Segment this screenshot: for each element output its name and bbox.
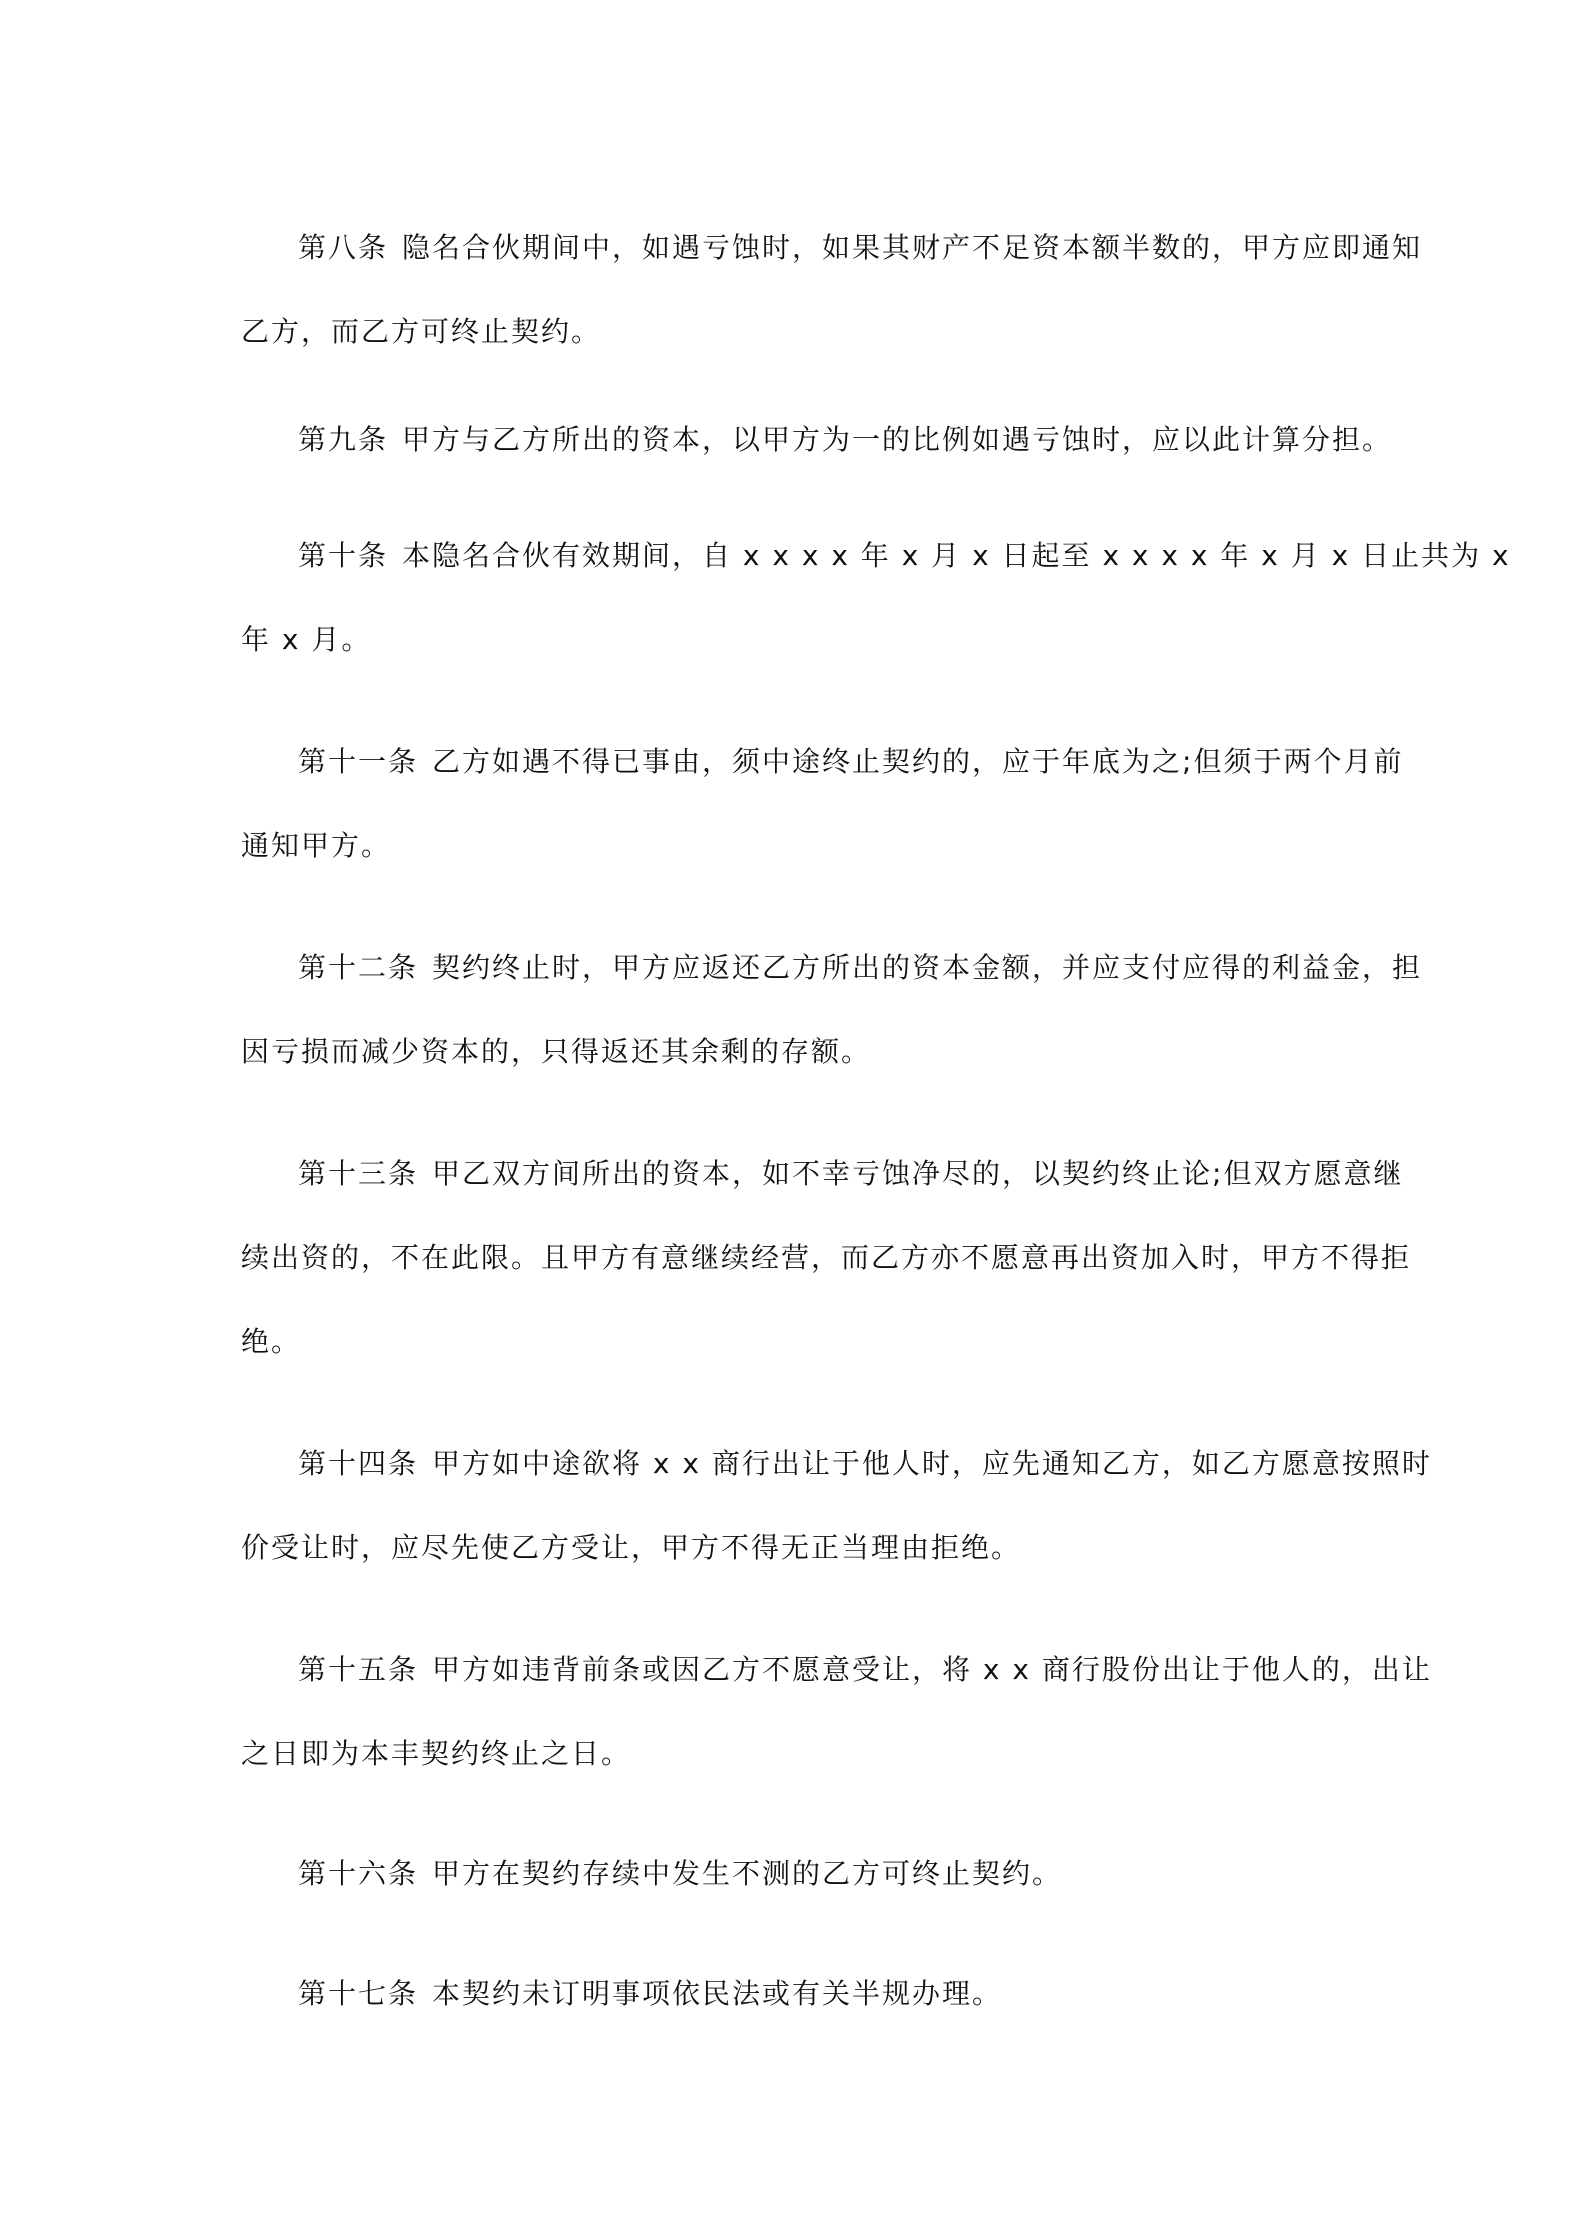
article-line (241, 1628, 1432, 1712)
article-text: 甲方如违背前条或因乙方不愿意受让，将 x x 商行股份出让于他人的，出让 (432, 1653, 1432, 1686)
article-11 (241, 720, 1404, 888)
article-number: 第十六条 (298, 1857, 419, 1890)
article-15 (241, 1628, 1432, 1796)
article-text: 乙方如遇不得已事由，须中途终止契约的，应于年底为之;但须于两个月前 (432, 745, 1404, 778)
article-line: 年 x 月。 (241, 623, 372, 656)
article-text: 隐名合伙期间中，如遇亏蚀时，如果其财产不足资本额半数的，甲方应即通知 (402, 231, 1423, 264)
article-line: 价受让时，应尽先使乙方受让，甲方不得无正当理由拒绝。 (241, 1531, 1022, 1564)
article-text: 甲方如中途欲将 x x 商行出让于他人时，应先通知乙方，如乙方愿意按照时 (432, 1447, 1432, 1480)
article-number: 第十二条 (298, 951, 419, 984)
article-line (241, 1832, 1361, 1916)
article-13 (241, 1132, 1412, 1384)
article-number: 第十四条 (298, 1447, 419, 1480)
article-text: 本隐名合伙有效期间，自 x x x x 年 x 月 x 日起至 x x x x 年 x 月 x 日止共为 x (402, 539, 1511, 572)
article-line: 通知甲方。 (241, 829, 392, 862)
article-10 (241, 514, 1511, 682)
article-line: 因亏损而减少资本的，只得返还其余剩的存额。 (241, 1035, 872, 1068)
article-line (241, 398, 1393, 482)
article-line: 乙方，而乙方可终止契约。 (241, 315, 602, 348)
article-number: 第九条 (298, 423, 389, 456)
article-line (241, 720, 1404, 804)
article-line (241, 1132, 1404, 1216)
article-number: 第八条 (298, 231, 389, 264)
article-number: 第十条 (298, 539, 389, 572)
article-text: 甲方在契约存续中发生不测的乙方可终止契约。 (432, 1857, 1063, 1890)
article-line: 之日即为本丰契约终止之日。 (241, 1737, 632, 1770)
article-number: 第十七条 (298, 1977, 419, 2010)
article-16 (241, 1832, 1361, 1916)
article-text: 甲乙双方间所出的资本，如不幸亏蚀净尽的，以契约终止论;但双方愿意继 (432, 1157, 1404, 1190)
article-text: 甲方与乙方所出的资本，以甲方为一的比例如遇亏蚀时，应以此计算分担。 (402, 423, 1393, 456)
article-line (241, 926, 1423, 1010)
article-12 (241, 926, 1423, 1094)
article-number: 第十一条 (298, 745, 419, 778)
article-number: 第十五条 (298, 1653, 419, 1686)
article-line: 绝。 (241, 1325, 302, 1358)
article-9 (241, 398, 1393, 482)
article-line (241, 1422, 1432, 1506)
article-line (241, 206, 1423, 290)
article-line (241, 1952, 1361, 2036)
article-line: 续出资的，不在此限。且甲方有意继续经营，而乙方亦不愿意再出资加入时，甲方不得拒 (241, 1241, 1412, 1274)
article-8 (241, 206, 1423, 374)
article-14 (241, 1422, 1432, 1590)
article-line (241, 514, 1511, 598)
article-17 (241, 1952, 1361, 2036)
article-text: 契约终止时，甲方应返还乙方所出的资本金额，并应支付应得的利益金，担 (432, 951, 1423, 984)
article-text: 本契约未订明事项依民法或有关半规办理。 (432, 1977, 1003, 2010)
article-number: 第十三条 (298, 1157, 419, 1190)
